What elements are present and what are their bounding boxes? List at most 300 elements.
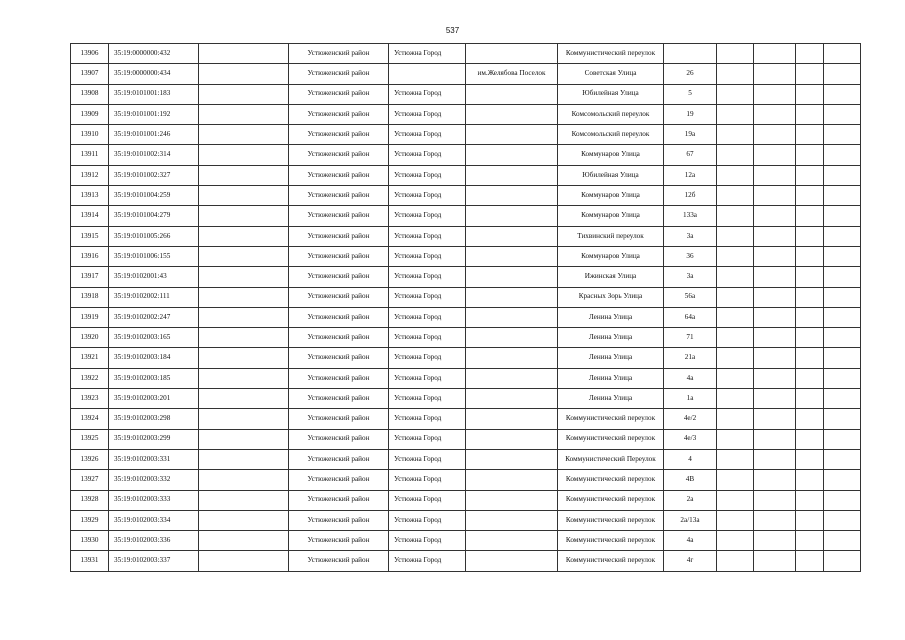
empty-cell xyxy=(717,470,754,490)
empty-cell xyxy=(717,429,754,449)
empty-cell xyxy=(796,125,824,145)
empty-cell xyxy=(199,470,289,490)
empty-cell xyxy=(824,490,861,510)
empty-cell xyxy=(824,510,861,530)
city-cell: Устюжна Город xyxy=(389,429,466,449)
settlement-cell xyxy=(466,429,558,449)
street-cell: Коммунистический переулок xyxy=(558,429,664,449)
empty-cell xyxy=(754,389,796,409)
empty-cell xyxy=(796,104,824,124)
house-number-cell: 4а xyxy=(664,531,717,551)
empty-cell xyxy=(796,246,824,266)
street-cell: Коммунаров Улица xyxy=(558,246,664,266)
table-row xyxy=(71,165,861,185)
table-row xyxy=(71,389,861,409)
house-number-cell: 21а xyxy=(664,348,717,368)
record-number-cell: 13906 xyxy=(71,44,109,64)
house-number-cell: 4В xyxy=(664,470,717,490)
record-number-cell: 13920 xyxy=(71,328,109,348)
house-number-cell: 4г xyxy=(664,551,717,571)
cadastral-number-cell: 35:19:0102003:185 xyxy=(109,368,199,388)
empty-cell xyxy=(824,328,861,348)
empty-cell xyxy=(796,531,824,551)
record-number-cell: 13919 xyxy=(71,307,109,327)
district-cell: Устюженский район xyxy=(289,551,389,571)
street-cell: Коммунаров Улица xyxy=(558,145,664,165)
district-cell: Устюженский район xyxy=(289,125,389,145)
empty-cell xyxy=(717,104,754,124)
empty-cell xyxy=(824,307,861,327)
empty-cell xyxy=(717,328,754,348)
empty-cell xyxy=(796,287,824,307)
city-cell: Устюжна Город xyxy=(389,287,466,307)
settlement-cell xyxy=(466,328,558,348)
district-cell: Устюженский район xyxy=(289,449,389,469)
settlement-cell xyxy=(466,531,558,551)
empty-cell xyxy=(824,531,861,551)
empty-cell xyxy=(824,409,861,429)
table-row xyxy=(71,287,861,307)
cadastral-number-cell: 35:19:0101001:183 xyxy=(109,84,199,104)
empty-cell xyxy=(796,510,824,530)
district-cell: Устюженский район xyxy=(289,145,389,165)
empty-cell xyxy=(754,267,796,287)
district-cell: Устюженский район xyxy=(289,206,389,226)
settlement-cell xyxy=(466,165,558,185)
settlement-cell xyxy=(466,267,558,287)
cadastral-number-cell: 35:19:0000000:432 xyxy=(109,44,199,64)
empty-cell xyxy=(824,64,861,84)
settlement-cell xyxy=(466,490,558,510)
city-cell: Устюжна Город xyxy=(389,470,466,490)
empty-cell xyxy=(199,328,289,348)
empty-cell xyxy=(824,389,861,409)
city-cell: Устюжна Город xyxy=(389,510,466,530)
empty-cell xyxy=(824,226,861,246)
settlement-cell: им.Желябова Поселок xyxy=(466,64,558,84)
street-cell: Коммунистический переулок xyxy=(558,409,664,429)
record-number-cell: 13918 xyxy=(71,287,109,307)
settlement-cell xyxy=(466,510,558,530)
house-number-cell: 36 xyxy=(664,246,717,266)
empty-cell xyxy=(199,510,289,530)
empty-cell xyxy=(824,165,861,185)
record-number-cell: 13915 xyxy=(71,226,109,246)
empty-cell xyxy=(796,551,824,571)
empty-cell xyxy=(796,409,824,429)
city-cell: Устюжна Город xyxy=(389,409,466,429)
city-cell: Устюжна Город xyxy=(389,104,466,124)
cadastral-number-cell: 35:19:0102003:165 xyxy=(109,328,199,348)
table-body xyxy=(71,44,861,572)
empty-cell xyxy=(754,44,796,64)
cadastral-number-cell: 35:19:0102002:111 xyxy=(109,287,199,307)
empty-cell xyxy=(754,449,796,469)
empty-cell xyxy=(754,429,796,449)
cadastral-number-cell: 35:19:0101005:266 xyxy=(109,226,199,246)
house-number-cell: 4е/2 xyxy=(664,409,717,429)
empty-cell xyxy=(796,328,824,348)
house-number-cell: 4а xyxy=(664,368,717,388)
record-number-cell: 13913 xyxy=(71,186,109,206)
street-cell: Юбилейная Улица xyxy=(558,84,664,104)
cadastral-number-cell: 35:19:0102003:201 xyxy=(109,389,199,409)
empty-cell xyxy=(717,267,754,287)
house-number-cell: 3а xyxy=(664,267,717,287)
empty-cell xyxy=(717,490,754,510)
empty-cell xyxy=(717,551,754,571)
district-cell: Устюженский район xyxy=(289,510,389,530)
district-cell: Устюженский район xyxy=(289,44,389,64)
empty-cell xyxy=(199,104,289,124)
empty-cell xyxy=(717,226,754,246)
district-cell: Устюженский район xyxy=(289,368,389,388)
table-row xyxy=(71,125,861,145)
record-number-cell: 13930 xyxy=(71,531,109,551)
empty-cell xyxy=(824,145,861,165)
record-number-cell: 13921 xyxy=(71,348,109,368)
settlement-cell xyxy=(466,104,558,124)
empty-cell xyxy=(754,348,796,368)
table-row xyxy=(71,348,861,368)
record-number-cell: 13914 xyxy=(71,206,109,226)
empty-cell xyxy=(717,186,754,206)
city-cell: Устюжна Город xyxy=(389,226,466,246)
empty-cell xyxy=(796,449,824,469)
empty-cell xyxy=(754,287,796,307)
cadastral-number-cell: 35:19:0101001:192 xyxy=(109,104,199,124)
district-cell: Устюженский район xyxy=(289,64,389,84)
empty-cell xyxy=(796,389,824,409)
table-row xyxy=(71,328,861,348)
empty-cell xyxy=(824,449,861,469)
empty-cell xyxy=(796,145,824,165)
cadastral-number-cell: 35:19:0102003:336 xyxy=(109,531,199,551)
empty-cell xyxy=(199,368,289,388)
street-cell: Коммунистический переулок xyxy=(558,44,664,64)
empty-cell xyxy=(824,551,861,571)
district-cell: Устюженский район xyxy=(289,104,389,124)
street-cell: Красных Зорь Улица xyxy=(558,287,664,307)
settlement-cell xyxy=(466,409,558,429)
house-number-cell: 19а xyxy=(664,125,717,145)
record-number-cell: 13928 xyxy=(71,490,109,510)
record-number-cell: 13908 xyxy=(71,84,109,104)
street-cell: Коммунистический переулок xyxy=(558,551,664,571)
street-cell: Ленина Улица xyxy=(558,368,664,388)
settlement-cell xyxy=(466,348,558,368)
empty-cell xyxy=(754,470,796,490)
house-number-cell: 67 xyxy=(664,145,717,165)
table-row xyxy=(71,206,861,226)
settlement-cell xyxy=(466,449,558,469)
house-number-cell: 64а xyxy=(664,307,717,327)
settlement-cell xyxy=(466,287,558,307)
empty-cell xyxy=(754,409,796,429)
city-cell: Устюжна Город xyxy=(389,186,466,206)
empty-cell xyxy=(754,246,796,266)
city-cell: Устюжна Город xyxy=(389,165,466,185)
table-row xyxy=(71,226,861,246)
empty-cell xyxy=(796,44,824,64)
empty-cell xyxy=(199,44,289,64)
empty-cell xyxy=(717,64,754,84)
cadastral-number-cell: 35:19:0000000:434 xyxy=(109,64,199,84)
settlement-cell xyxy=(466,368,558,388)
empty-cell xyxy=(796,490,824,510)
empty-cell xyxy=(824,84,861,104)
table-row xyxy=(71,145,861,165)
empty-cell xyxy=(199,531,289,551)
street-cell: Коммунистический переулок xyxy=(558,470,664,490)
house-number-cell: 4е/3 xyxy=(664,429,717,449)
street-cell: Ленина Улица xyxy=(558,348,664,368)
cadastral-number-cell: 35:19:0101004:259 xyxy=(109,186,199,206)
settlement-cell xyxy=(466,551,558,571)
street-cell: Коммунистический переулок xyxy=(558,510,664,530)
record-number-cell: 13931 xyxy=(71,551,109,571)
table-row xyxy=(71,409,861,429)
street-cell: Коммунистический Переулок xyxy=(558,449,664,469)
district-cell: Устюженский район xyxy=(289,328,389,348)
city-cell: Устюжна Город xyxy=(389,84,466,104)
empty-cell xyxy=(199,186,289,206)
street-cell: Коммунистический переулок xyxy=(558,531,664,551)
empty-cell xyxy=(824,206,861,226)
empty-cell xyxy=(796,429,824,449)
street-cell: Тихвинский переулок xyxy=(558,226,664,246)
table-row xyxy=(71,510,861,530)
empty-cell xyxy=(717,307,754,327)
street-cell: Ижинская Улица xyxy=(558,267,664,287)
city-cell xyxy=(389,64,466,84)
street-cell: Советская Улица xyxy=(558,64,664,84)
settlement-cell xyxy=(466,145,558,165)
district-cell: Устюженский район xyxy=(289,531,389,551)
record-number-cell: 13910 xyxy=(71,125,109,145)
empty-cell xyxy=(199,409,289,429)
address-registry-table xyxy=(70,43,861,572)
district-cell: Устюженский район xyxy=(289,429,389,449)
empty-cell xyxy=(796,348,824,368)
city-cell: Устюжна Город xyxy=(389,389,466,409)
empty-cell xyxy=(199,267,289,287)
empty-cell xyxy=(824,44,861,64)
table-row xyxy=(71,84,861,104)
table-row xyxy=(71,246,861,266)
empty-cell xyxy=(717,409,754,429)
empty-cell xyxy=(199,84,289,104)
empty-cell xyxy=(796,368,824,388)
cadastral-number-cell: 35:19:0102002:247 xyxy=(109,307,199,327)
district-cell: Устюженский район xyxy=(289,490,389,510)
empty-cell xyxy=(199,551,289,571)
district-cell: Устюженский район xyxy=(289,348,389,368)
cadastral-number-cell: 35:19:0102003:298 xyxy=(109,409,199,429)
cadastral-number-cell: 35:19:0101004:279 xyxy=(109,206,199,226)
empty-cell xyxy=(796,470,824,490)
city-cell: Устюжна Город xyxy=(389,531,466,551)
cadastral-number-cell: 35:19:0102003:331 xyxy=(109,449,199,469)
district-cell: Устюженский район xyxy=(289,186,389,206)
cadastral-number-cell: 35:19:0102003:332 xyxy=(109,470,199,490)
settlement-cell xyxy=(466,226,558,246)
house-number-cell: 26 xyxy=(664,64,717,84)
empty-cell xyxy=(796,186,824,206)
district-cell: Устюженский район xyxy=(289,267,389,287)
cadastral-number-cell: 35:19:0102003:333 xyxy=(109,490,199,510)
empty-cell xyxy=(824,429,861,449)
table-row xyxy=(71,429,861,449)
empty-cell xyxy=(754,64,796,84)
empty-cell xyxy=(717,44,754,64)
record-number-cell: 13926 xyxy=(71,449,109,469)
city-cell: Устюжна Город xyxy=(389,551,466,571)
house-number-cell: 56а xyxy=(664,287,717,307)
cadastral-number-cell: 35:19:0101002:314 xyxy=(109,145,199,165)
empty-cell xyxy=(754,125,796,145)
empty-cell xyxy=(754,510,796,530)
record-number-cell: 13909 xyxy=(71,104,109,124)
city-cell: Устюжна Город xyxy=(389,307,466,327)
street-cell: Ленина Улица xyxy=(558,389,664,409)
cadastral-number-cell: 35:19:0101006:155 xyxy=(109,246,199,266)
record-number-cell: 13929 xyxy=(71,510,109,530)
empty-cell xyxy=(199,348,289,368)
city-cell: Устюжна Город xyxy=(389,368,466,388)
street-cell: Комсомольский переулок xyxy=(558,104,664,124)
empty-cell xyxy=(199,145,289,165)
house-number-cell: 19 xyxy=(664,104,717,124)
empty-cell xyxy=(754,226,796,246)
street-cell: Ленина Улица xyxy=(558,328,664,348)
cadastral-number-cell: 35:19:0101002:327 xyxy=(109,165,199,185)
settlement-cell xyxy=(466,389,558,409)
empty-cell xyxy=(796,84,824,104)
empty-cell xyxy=(754,368,796,388)
record-number-cell: 13925 xyxy=(71,429,109,449)
empty-cell xyxy=(199,287,289,307)
city-cell: Устюжна Город xyxy=(389,328,466,348)
house-number-cell: 12а xyxy=(664,165,717,185)
cadastral-number-cell: 35:19:0101001:246 xyxy=(109,125,199,145)
empty-cell xyxy=(796,226,824,246)
empty-cell xyxy=(199,429,289,449)
empty-cell xyxy=(717,389,754,409)
table-row xyxy=(71,44,861,64)
empty-cell xyxy=(717,145,754,165)
empty-cell xyxy=(717,246,754,266)
street-cell: Коммунистический переулок xyxy=(558,490,664,510)
empty-cell xyxy=(717,206,754,226)
table-row xyxy=(71,104,861,124)
empty-cell xyxy=(199,125,289,145)
house-number-cell: 12б xyxy=(664,186,717,206)
district-cell: Устюженский район xyxy=(289,389,389,409)
table-row xyxy=(71,490,861,510)
table-row xyxy=(71,531,861,551)
empty-cell xyxy=(717,449,754,469)
district-cell: Устюженский район xyxy=(289,165,389,185)
cadastral-number-cell: 35:19:0102003:184 xyxy=(109,348,199,368)
table-row xyxy=(71,449,861,469)
house-number-cell: 5 xyxy=(664,84,717,104)
city-cell: Устюжна Город xyxy=(389,246,466,266)
table-row xyxy=(71,551,861,571)
empty-cell xyxy=(754,145,796,165)
house-number-cell: 2а/13а xyxy=(664,510,717,530)
district-cell: Устюженский район xyxy=(289,246,389,266)
city-cell: Устюжна Город xyxy=(389,490,466,510)
empty-cell xyxy=(717,531,754,551)
empty-cell xyxy=(199,165,289,185)
cadastral-number-cell: 35:19:0102003:334 xyxy=(109,510,199,530)
house-number-cell: 4 xyxy=(664,449,717,469)
district-cell: Устюженский район xyxy=(289,84,389,104)
settlement-cell xyxy=(466,125,558,145)
empty-cell xyxy=(717,287,754,307)
empty-cell xyxy=(754,328,796,348)
empty-cell xyxy=(824,287,861,307)
city-cell: Устюжна Город xyxy=(389,206,466,226)
empty-cell xyxy=(199,490,289,510)
table-row xyxy=(71,186,861,206)
empty-cell xyxy=(199,449,289,469)
empty-cell xyxy=(824,368,861,388)
street-cell: Коммунаров Улица xyxy=(558,186,664,206)
record-number-cell: 13927 xyxy=(71,470,109,490)
house-number-cell: 133а xyxy=(664,206,717,226)
empty-cell xyxy=(796,64,824,84)
empty-cell xyxy=(824,470,861,490)
record-number-cell: 13922 xyxy=(71,368,109,388)
record-number-cell: 13924 xyxy=(71,409,109,429)
district-cell: Устюженский район xyxy=(289,470,389,490)
empty-cell xyxy=(754,490,796,510)
empty-cell xyxy=(754,186,796,206)
empty-cell xyxy=(199,307,289,327)
district-cell: Устюженский район xyxy=(289,307,389,327)
empty-cell xyxy=(199,226,289,246)
record-number-cell: 13923 xyxy=(71,389,109,409)
city-cell: Устюжна Город xyxy=(389,145,466,165)
empty-cell xyxy=(754,307,796,327)
record-number-cell: 13917 xyxy=(71,267,109,287)
cadastral-number-cell: 35:19:0102001:43 xyxy=(109,267,199,287)
cadastral-number-cell: 35:19:0102003:337 xyxy=(109,551,199,571)
record-number-cell: 13911 xyxy=(71,145,109,165)
city-cell: Устюжна Город xyxy=(389,44,466,64)
house-number-cell: 1а xyxy=(664,389,717,409)
street-cell: Юбилейная Улица xyxy=(558,165,664,185)
record-number-cell: 13912 xyxy=(71,165,109,185)
table-row xyxy=(71,64,861,84)
cadastral-number-cell: 35:19:0102003:299 xyxy=(109,429,199,449)
district-cell: Устюженский район xyxy=(289,226,389,246)
city-cell: Устюжна Город xyxy=(389,267,466,287)
empty-cell xyxy=(796,165,824,185)
settlement-cell xyxy=(466,470,558,490)
empty-cell xyxy=(199,206,289,226)
street-cell: Ленина Улица xyxy=(558,307,664,327)
table-row xyxy=(71,267,861,287)
district-cell: Устюженский район xyxy=(289,287,389,307)
empty-cell xyxy=(199,64,289,84)
empty-cell xyxy=(824,125,861,145)
record-number-cell: 13907 xyxy=(71,64,109,84)
empty-cell xyxy=(824,246,861,266)
empty-cell xyxy=(824,104,861,124)
